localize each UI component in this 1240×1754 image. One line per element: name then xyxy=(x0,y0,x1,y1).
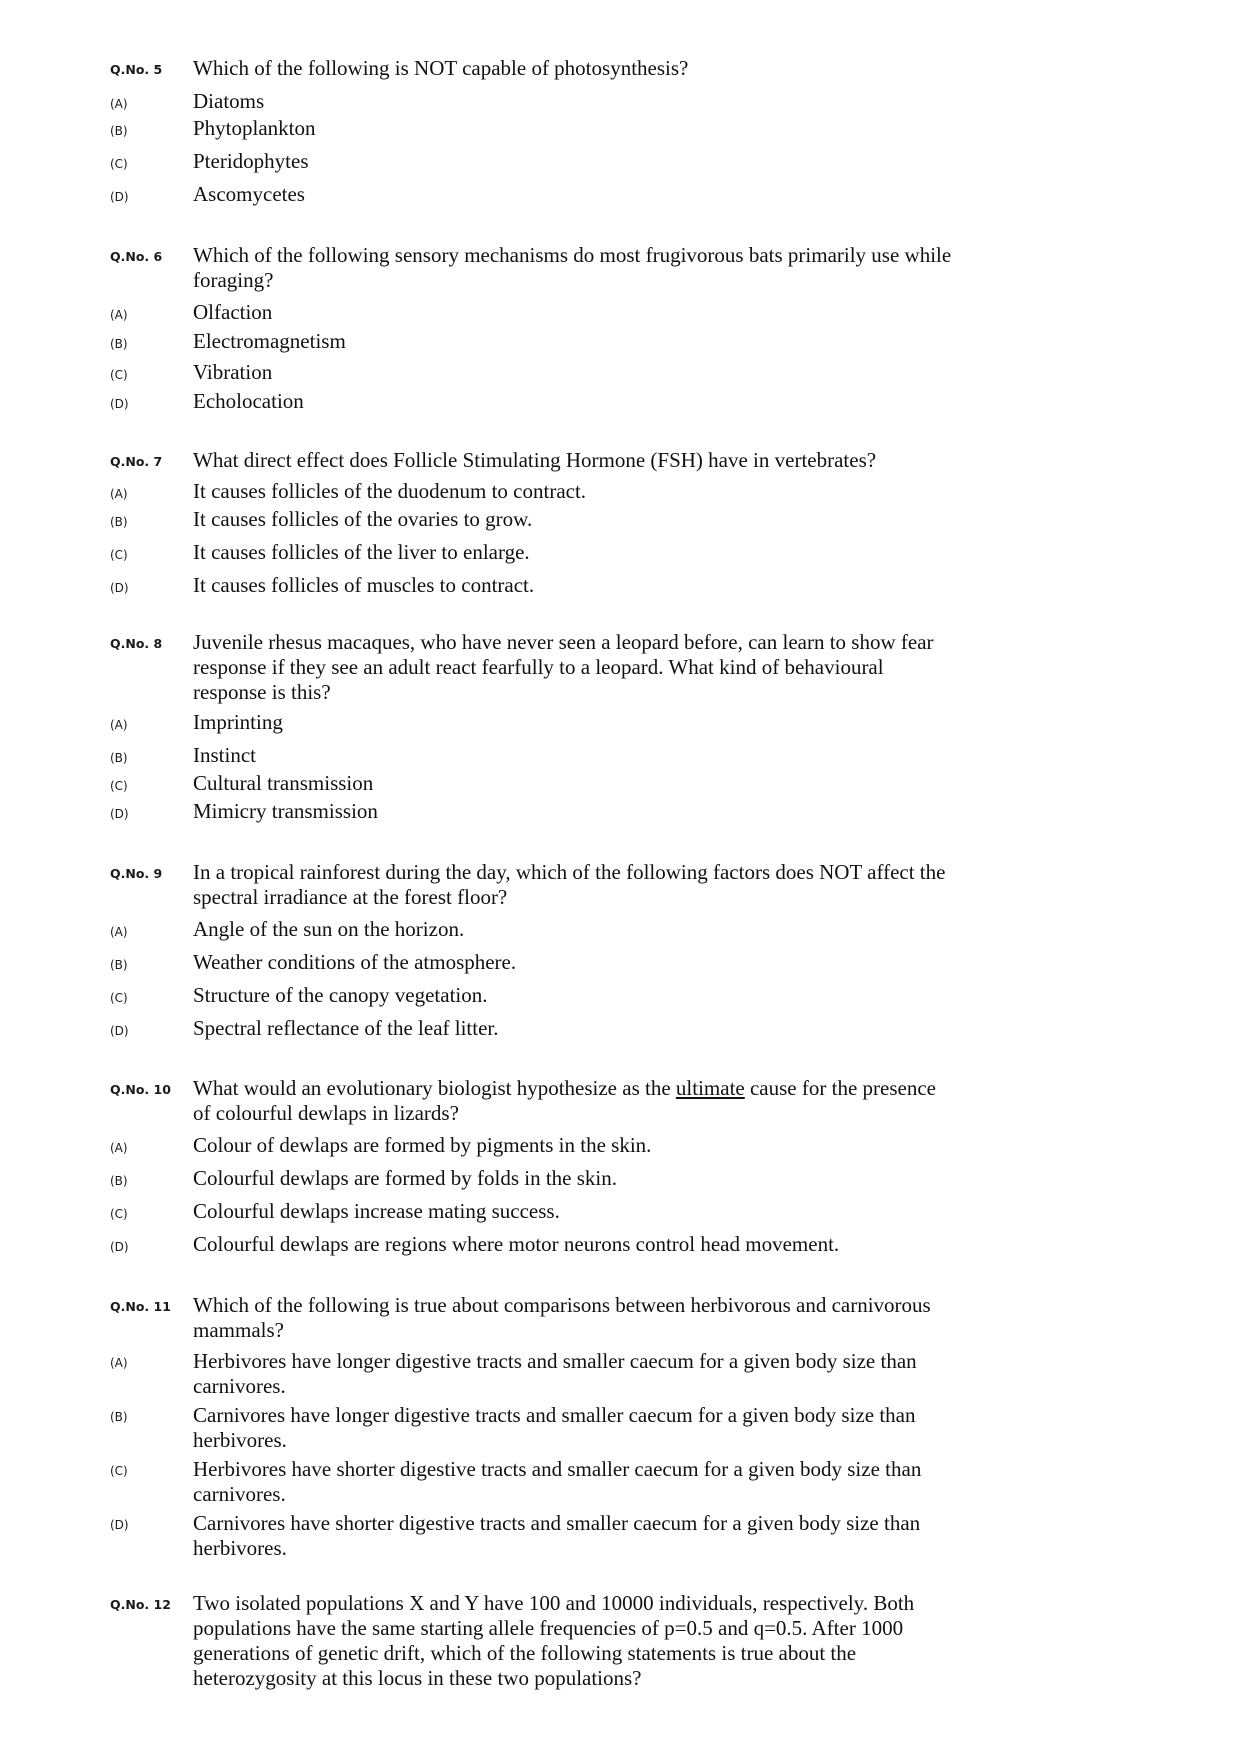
question-7-text: What direct effect does Follicle Stimulating Hormone (FSH) have in vertebrates? xyxy=(193,448,877,472)
question-10-option-c-text: Colourful dewlaps increase mating success. xyxy=(193,1199,560,1223)
question-10-text-after: cause for the presence of colourful dewlaps in lizards? xyxy=(193,1076,936,1125)
question-8-option-d-label: (D) xyxy=(110,807,129,821)
question-10-option-d-label: (D) xyxy=(110,1240,129,1254)
question-6-option-a-label: (A) xyxy=(110,308,128,322)
question-5-option-b-label: (B) xyxy=(110,124,128,138)
question-11-option-b-label: (B) xyxy=(110,1410,128,1424)
question-5-option-d-label: (D) xyxy=(110,190,129,204)
question-11-number: Q.No. 11 xyxy=(110,1299,171,1314)
question-12-text: Two isolated populations X and Y have 100 and 10000 individuals, respectively. Both populations have the same starting allele frequencies of p=0.5 and q=0.5. After 1000 generations of genetic drift, which of the following statements is true about the heterozygosity at this locus in these two populations? xyxy=(193,1591,915,1690)
question-6-option-d-label: (D) xyxy=(110,397,129,411)
question-10-option-a-label: (A) xyxy=(110,1141,128,1155)
question-11-option-a-text: Herbivores have longer digestive tracts and smaller caecum for a given body size than carnivores. xyxy=(193,1349,917,1398)
question-9-option-d-text: Spectral reflectance of the leaf litter. xyxy=(193,1016,499,1040)
question-11-option-a-label: (A) xyxy=(110,1356,128,1370)
question-7-option-a-text: It causes follicles of the duodenum to contract. xyxy=(193,479,587,503)
question-8-option-b-label: (B) xyxy=(110,751,128,765)
question-8-number: Q.No. 8 xyxy=(110,636,163,651)
question-7-option-b-label: (B) xyxy=(110,515,128,529)
question-9-option-b-label: (B) xyxy=(110,958,128,972)
question-6-option-b-label: (B) xyxy=(110,337,128,351)
question-5-number: Q.No. 5 xyxy=(110,62,163,77)
question-10-text-underlined: ultimate xyxy=(675,1076,745,1100)
question-11-option-d-text: Carnivores have shorter digestive tracts and smaller caecum for a given body size than herbivores. xyxy=(193,1511,921,1560)
question-6-option-a-text: Olfaction xyxy=(193,300,273,324)
question-6-number: Q.No. 6 xyxy=(110,249,163,264)
question-11-text: Which of the following is true about comparisons between herbivorous and carnivorous mammals? xyxy=(193,1293,931,1342)
question-7-option-c-label: (C) xyxy=(110,548,128,562)
question-12-number: Q.No. 12 xyxy=(110,1597,171,1612)
question-10-option-c-label: (C) xyxy=(110,1207,128,1221)
question-9-option-a-text: Angle of the sun on the horizon. xyxy=(193,917,465,941)
question-11-option-c-text: Herbivores have shorter digestive tracts and smaller caecum for a given body size than carnivores. xyxy=(193,1457,922,1506)
question-7-option-d-label: (D) xyxy=(110,581,129,595)
question-10-text xyxy=(193,1076,953,1126)
question-5-option-b-text: Phytoplankton xyxy=(193,116,316,140)
question-11-option-b-text: Carnivores have longer digestive tracts and smaller caecum for a given body size than herbivores. xyxy=(193,1403,916,1452)
question-10-text-before: What would an evolutionary biologist hypothesize as the xyxy=(193,1076,676,1100)
question-5-option-a-label: (A) xyxy=(110,97,128,111)
question-5-option-d-text: Ascomycetes xyxy=(193,182,305,206)
question-11-option-d-label: (D) xyxy=(110,1518,129,1532)
question-6-option-c-label: (C) xyxy=(110,368,128,382)
question-9-number: Q.No. 9 xyxy=(110,866,163,881)
question-5-option-c-label: (C) xyxy=(110,157,128,171)
question-7-option-a-label: (A) xyxy=(110,487,128,501)
question-8-option-d-text: Mimicry transmission xyxy=(193,799,378,823)
question-5-option-c-text: Pteridophytes xyxy=(193,149,309,173)
question-8-option-a-label: (A) xyxy=(110,718,128,732)
question-9-option-c-label: (C) xyxy=(110,991,128,1005)
question-7-option-b-text: It causes follicles of the ovaries to grow. xyxy=(193,507,533,531)
question-8-option-c-label: (C) xyxy=(110,779,128,793)
question-10-option-b-label: (B) xyxy=(110,1174,128,1188)
question-9-option-d-label: (D) xyxy=(110,1024,129,1038)
question-8-option-b-text: Instinct xyxy=(193,743,256,767)
question-5-option-a-text: Diatoms xyxy=(193,89,265,113)
question-11-option-c-label: (C) xyxy=(110,1464,128,1478)
question-10-option-d-text: Colourful dewlaps are regions where motor neurons control head movement. xyxy=(193,1232,840,1256)
question-8-option-c-text: Cultural transmission xyxy=(193,771,374,795)
question-10-option-a-text: Colour of dewlaps are formed by pigments in the skin. xyxy=(193,1133,652,1157)
question-9-option-c-text: Structure of the canopy vegetation. xyxy=(193,983,488,1007)
question-6-option-c-text: Vibration xyxy=(193,360,273,384)
question-6-text: Which of the following sensory mechanisms do most frugivorous bats primarily use while foraging? xyxy=(193,243,952,292)
question-6-option-b-text: Electromagnetism xyxy=(193,329,346,353)
question-5-text: Which of the following is NOT capable of photosynthesis? xyxy=(193,56,689,80)
question-8-option-a-text: Imprinting xyxy=(193,710,283,734)
question-8-text: Juvenile rhesus macaques, who have never seen a leopard before, can learn to show fear response if they see an adult react fearfully to a leopard. What kind of behavioural response is this? xyxy=(193,630,934,704)
question-9-option-b-text: Weather conditions of the atmosphere. xyxy=(193,950,517,974)
question-9-option-a-label: (A) xyxy=(110,925,128,939)
question-7-option-d-text: It causes follicles of muscles to contract. xyxy=(193,573,535,597)
question-9-text: In a tropical rainforest during the day, which of the following factors does NOT affect the spectral irradiance at the forest floor? xyxy=(193,860,946,909)
question-10-number: Q.No. 10 xyxy=(110,1082,171,1097)
question-10-option-b-text: Colourful dewlaps are formed by folds in the skin. xyxy=(193,1166,617,1190)
question-6-option-d-text: Echolocation xyxy=(193,389,304,413)
question-7-option-c-text: It causes follicles of the liver to enlarge. xyxy=(193,540,530,564)
question-7-number: Q.No. 7 xyxy=(110,454,163,469)
